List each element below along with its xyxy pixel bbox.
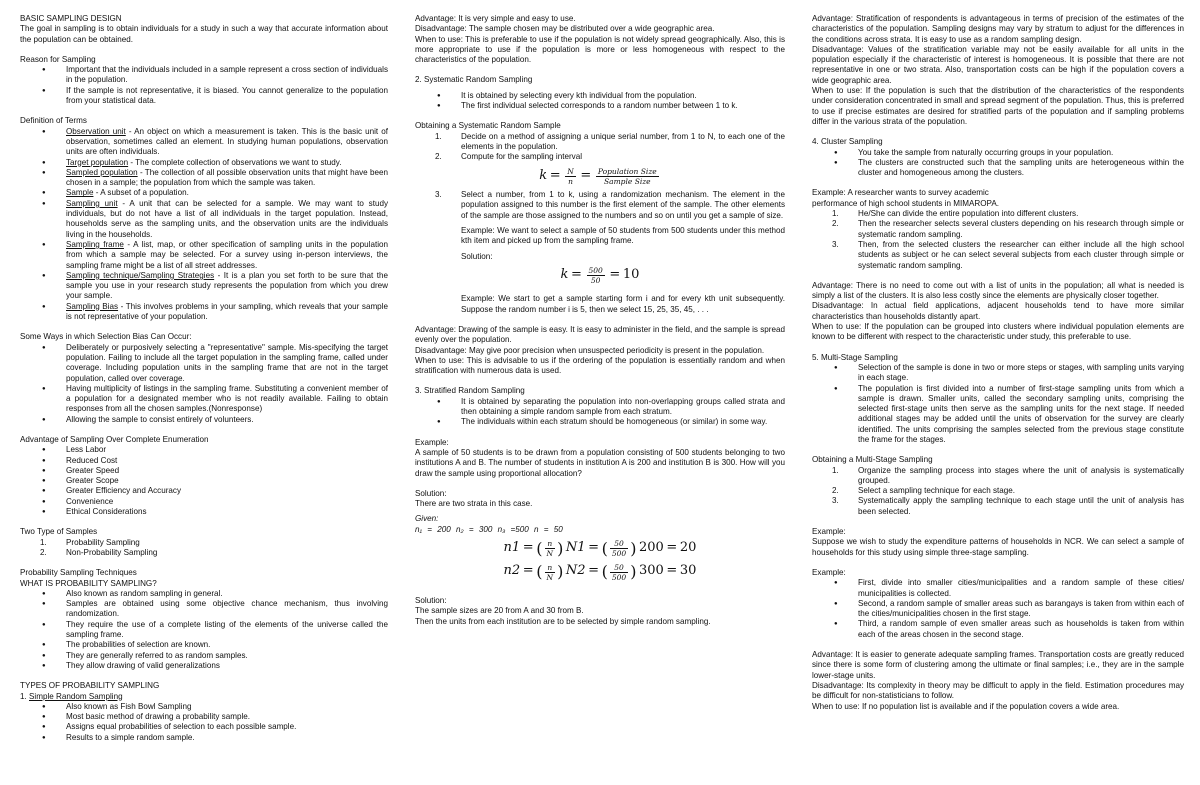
cluster-example-steps (812, 209, 1184, 271)
list-item: ● The individuals within each stratum should be homogeneous (or similar) in some way. (415, 417, 785, 427)
solution-label: Solution: (415, 488, 447, 498)
multistage-example-list (812, 578, 1184, 640)
allocation-formula-2: n2 = ( $\frac{n}{N}$ ) N2 = ( $\frac{50}{500}$ ) 300 = 30 (503, 562, 697, 582)
systematic-example-2: Example: We start to get a sample starting form i and for every kth unit subsequently. Suppose the random number i is 5, then we select 15, 25, 35, 45, . . . (461, 294, 785, 314)
term-definition: - A subset of a population. (93, 188, 189, 198)
probability-list (20, 589, 388, 671)
list-item: 3. Then, from the selected clusters the researcher can either include all the high school students as subject or he can select several subjects from each cluster through simple or systematic random sampling. (832, 239, 1184, 270)
example-label: Example: (812, 567, 846, 577)
list-item: ● Greater Speed (20, 466, 388, 476)
list-item: ● Less Labor (20, 445, 388, 455)
multistage-steps (812, 466, 1184, 517)
term: Sampled population (66, 167, 138, 177)
solution-text: There are two strata in this case. (415, 499, 533, 509)
list-item: ● Allowing the sample to consist entirely of volunteers. (20, 415, 388, 425)
doc-title: BASIC SAMPLING DESIGN (20, 14, 122, 23)
obtaining-multistage-heading: Obtaining a Multi-Stage Sampling (812, 455, 933, 465)
reason-heading: Reason for Sampling (20, 54, 96, 64)
stratified-list (415, 397, 785, 428)
interval-computation: k = $\frac{500}{50}$ = 10 (560, 266, 640, 286)
bias-heading: Some Ways in which Selection Bias Can Occur: (20, 332, 192, 342)
term-definition: - The complete collection of observations we want to study. (128, 157, 342, 167)
example-label: Example: (415, 437, 449, 447)
list-item: 1. Probability Sampling (40, 537, 140, 547)
list-item: ● The population is first divided into a number of first-stage sampling units from which a sample is drawn. Smaller units, called the secondary sampling units, comprising the selected first-stage units then serve as the sampling units for the next stage. If needed additional stages may be added until the units of observation for the survey are clearly identified. The units comprising the samples selected from the previous stage constitute the frame for the stages. (812, 384, 1184, 446)
column-3 (812, 14, 1184, 712)
list-item: ● Also known as random sampling in general. (20, 589, 388, 599)
solution-label: Solution: (415, 595, 447, 605)
list-item: ● They are generally referred to as random samples. (20, 651, 388, 661)
term-definition: - A list, map, or other specification of sampling units in the population from which a sample may be selected. For a survey using in-person interviews, the sampling frame might be a list of all street addresses. (66, 239, 388, 270)
list-item: ● Most basic method of drawing a probability sample. (20, 712, 388, 722)
sample-types-list (20, 538, 388, 559)
multistage-advantage: Advantage: It is easier to generate adequate sampling frames. Transportation costs are greatly reduced since there is some form of clustering among the ultimate or final samples; i.e., they are in the sample lower-stage units. (812, 650, 1184, 680)
list-item: ● If the sample is not representative, it is biased. You cannot generalize to the population from your statistical data. (20, 86, 388, 107)
cluster-disadvantage: Disadvantage: In actual field applications, adjacent households tend to have more similar characteristics than households distantly apart. (812, 301, 1184, 321)
systematic-advantage: Advantage: Drawing of the sample is easy. It is easy to administer in the field, and the sample is spread evenly over the population. (415, 324, 785, 345)
list-item: ● The first individual selected corresponds to a random number between 1 to k. (415, 101, 785, 111)
multistage-example: Suppose we wish to study the expenditure patterns of households in NCR. We can select a sample of households for this study using simple three-stage sampling. (812, 537, 1184, 557)
multistage-list (812, 363, 1184, 445)
list-item: 3. Select a number, from 1 to k, using a randomization mechanism. The element in the population assigned to this number is the first element of the sample. The other elements of the sample are those assigned to the numbers and so on until you get a sample of size. (435, 190, 785, 220)
systematic-steps (415, 132, 785, 163)
cluster-list (812, 148, 1184, 179)
list-item: ● Convenience (20, 497, 388, 507)
advantages-heading: Advantage of Sampling Over Complete Enumeration (20, 434, 209, 444)
srs-when-to-use: When to use: This is preferable to use if the population is not widely spread geographically. Also, this is more appropriate to use if the population is more or less homogeneous with respect to the characteristics of the population. (415, 34, 785, 65)
list-item: ● Results to a simple random sample. (20, 733, 388, 743)
stratified-heading: 3. Stratified Random Sampling (415, 386, 525, 396)
terms-list (20, 127, 388, 323)
list-item: ● The probabilities of selection are known. (20, 640, 388, 650)
list-item (20, 158, 388, 168)
srs-list (20, 702, 388, 743)
multistage-when-to-use: When to use: If no population list is available and if the population covers a wide area. (812, 701, 1120, 711)
list-item: ● Also known as Fish Bowl Sampling (20, 702, 388, 712)
bias-list (20, 343, 388, 425)
srs-advantage: Advantage: It is very simple and easy to use. (415, 14, 576, 23)
list-item: 2. Non-Probability Sampling (40, 547, 158, 557)
list-item: ● Important that the individuals included in a sample represent a cross section of individuals in the population. (20, 65, 388, 86)
list-item: ● Samples are obtained using some objective chance mechanism, thus involving randomization. (20, 599, 388, 620)
list-item: ● The clusters are constructed such that the sampling units are heterogeneous within the cluster and homogeneous among the clusters. (812, 158, 1184, 179)
list-item (20, 240, 388, 271)
types-probability-heading: TYPES OF PROBABILITY SAMPLING (20, 681, 160, 691)
list-item: ● You take the sample from naturally occurring groups in your population. (812, 148, 1184, 158)
list-item (20, 188, 388, 198)
term: Target population (66, 157, 129, 167)
cluster-when-to-use: When to use: If the population can be grouped into clusters where individual population elements are known to be different with respect to the characteristic under study, this preferable to use. (812, 322, 1184, 342)
probability-question: WHAT IS PROBABILITY SAMPLING? (20, 578, 157, 588)
list-item: 3. Systematically apply the sampling technique to each stage until the unit of analysis has been selected. (832, 496, 1184, 516)
solution-label: Solution: (461, 251, 493, 261)
multistage-disadvantage: Disadvantage: Its complexity in theory may be difficult to apply in the field. Estimation procedures may be difficult for non-statisticians to follow. (812, 680, 1184, 701)
solution-text: The sample sizes are 20 from A and 30 from B. (415, 606, 584, 616)
reason-list (20, 65, 388, 106)
term: Sampling frame (66, 239, 124, 249)
cluster-advantage: Advantage: There is no need to come out with a list of units in the population; all what is needed is simply a list of the clusters. It is also less costly since the elements are physically closer together. (812, 280, 1184, 301)
systematic-disadvantage: Disadvantage: May give poor precision when unsuspected periodicity is present in the population. (415, 345, 765, 355)
cluster-example: Example: A researcher wants to survey academic (812, 188, 989, 198)
list-item (20, 271, 388, 302)
srs-disadvantage: Disadvantage: The sample chosen may be distributed over a wide geographic area. (415, 24, 715, 34)
list-item (20, 302, 388, 323)
list-item: ● Second, a random sample of smaller areas such as barangays is taken from within each of the cities/municipalities chosen in the first stage. (812, 599, 1184, 620)
srs-heading: 1. Simple Random Sampling (20, 691, 123, 701)
list-item: ● Deliberately or purposively selecting a "representative" sample. Mis-specifying the target population. Failing to include all the target population in the sampling frame, called under coverage. Including population units in the sampling frame that are not in the target population, called over coverage. (20, 343, 388, 384)
cluster-heading: 4. Cluster Sampling (812, 137, 883, 147)
solution-text: Then the units from each institution are to be selected by simple random sampling. (415, 616, 711, 626)
list-item: ● Third, a random sample of even smaller areas such as households is taken from within each of the areas chosen in the second stage. (812, 619, 1184, 640)
term: Sampling Bias (66, 301, 119, 311)
column-2 (415, 14, 785, 627)
list-item: 2. Compute for the sampling interval (435, 152, 583, 162)
list-item (20, 168, 388, 189)
sample-types-heading: Two Type of Samples (20, 527, 98, 537)
example-label: Example: (812, 527, 846, 537)
goal-text: The goal in sampling is to obtain individuals for a study in such a way that accurate information about the population can be obtained. (20, 24, 388, 44)
probability-heading: Probability Sampling Techniques (20, 568, 137, 578)
list-item: ● Having multiplicity of listings in the sampling frame. Substituting a convenient member of a population for a designated member who is not readily available. Failing to obtain responses from all the chosen samples.(Nonresponse) (20, 384, 388, 415)
stratified-advantage: Advantage: Stratification of respondents is advantageous in terms of precision of the estimates of the characteristics of the population. Sampling designs may vary by stratum to adjust for the differences in the conditions across strata. It is easy to use as a random sampling design. (812, 14, 1184, 44)
stratified-when-to-use: When to use: If the population is such that the distribution of the characteristics of the respondents under consideration concentrated in small and spread segment of the population. Thus, this is preferred to use if precise estimates are desired for stratified parts of the population and if sampling problems differ in the various strata of the population. (812, 86, 1184, 126)
list-item: ● Greater Efficiency and Accuracy (20, 486, 388, 496)
list-item: ● They require the use of a complete listing of the elements of the universe called the sampling frame. (20, 620, 388, 641)
list-item: ● Greater Scope (20, 476, 388, 486)
column-1 (20, 14, 388, 743)
list-item: ● Selection of the sample is done in two or more steps or stages, with sampling units varying in each stage. (812, 363, 1184, 384)
list-item: ● Reduced Cost (20, 456, 388, 466)
list-item: ● It is obtained by selecting every kth individual from the population. (415, 91, 785, 101)
list-item: 2. Then the researcher selects several clusters depending on his research through simple or systematic random sampling. (832, 219, 1184, 239)
stratified-example: A sample of 50 students is to be drawn from a population consisting of 500 students belonging to two institutions A and B. The number of students in institution A is 200 and institution B is 300. How will you draw the sample using proportional allocation? (415, 447, 785, 478)
sampling-interval-formula: k = $\frac{N}{n}$ = $\frac{\text{Population Size}}{\text{Sample Size}}$ (539, 167, 657, 187)
list-item (20, 199, 388, 240)
list-item: ● Ethical Considerations (20, 507, 388, 517)
given-values: n₁ = 200 n₂ = 300 n₃ =500 n = 50 (415, 524, 563, 534)
term-definition: - An object on which a measurement is taken. This is the basic unit of observation, sometimes called an element. In studying human populations, observation units are often individuals. (66, 126, 388, 157)
term: Observation unit (66, 126, 126, 136)
systematic-list (415, 91, 785, 112)
given-label: Given: (415, 514, 439, 524)
systematic-step-3 (415, 190, 785, 221)
term-definition: - It is a plan you set forth to be sure that the sample you use in your research study represents the population from which you drew your sample. (66, 270, 388, 301)
list-item: ● Assigns equal probabilities of selection to each possible sample. (20, 722, 388, 732)
systematic-heading: 2. Systematic Random Sampling (415, 75, 533, 85)
stratified-disadvantage: Disadvantage: Values of the stratification variable may not be easily available for all units in the population especially if the characteristic of interest is homogeneous. It is possible that there are not representative in one or two strata. Also, transportation costs can be high if the population covers a wide geographic area. (812, 44, 1184, 85)
term-definition: - The collection of all possible observation units that might have been chosen in a sample; the population from which the sample was taken. (66, 167, 388, 188)
term: Sampling technique/Sampling Strategies (66, 270, 215, 280)
systematic-when-to-use: When to use: This is advisable to us if the ordering of the population is essentially random and when stratification with numerous data is used. (415, 355, 785, 376)
term-definition: - A unit that can be selected for a sample. We may want to study individuals, but do not have a list of all individuals in the target population. Instead, households serve as the sampling units, and the observation units are the individuals living in the households. (66, 198, 388, 239)
systematic-example: Example: We want to select a sample of 50 students from 500 students under this method kth item and picked up from the sampling frame. (461, 225, 785, 246)
list-item (20, 127, 388, 158)
list-item: ● It is obtained by separating the population into non-overlapping groups called strata and then obtaining a simple random sample from each stratum. (415, 397, 785, 418)
list-item: 1. He/She can divide the entire population into different clusters. (832, 209, 1079, 219)
term: Sampling unit (66, 198, 118, 208)
term-definition: - This involves problems in your sampling, which reveals that your sample is not representative of your population. (66, 301, 388, 322)
allocation-formula-1: n1 = ( $\frac{n}{N}$ ) N1 = ( $\frac{50}{500}$ ) 200 = 20 (503, 538, 697, 559)
list-item: ● First, divide into smaller cities/municipalities and a random sample of these cities/ municipalities is collected. (812, 578, 1184, 599)
list-item: 1. Organize the sampling process into stages where the unit of analysis is systematically grouped. (832, 465, 1184, 485)
advantages-list (20, 445, 388, 517)
cluster-example: performance of high school students in MIMAROPA. (812, 198, 999, 208)
list-item: 2. Select a sampling technique for each stage. (832, 486, 1016, 496)
multistage-heading: 5. Multi-Stage Sampling (812, 352, 898, 362)
terms-heading: Definition of Terms (20, 116, 87, 126)
list-item: 1. Decide on a method of assigning a unique serial number, from 1 to N, to each one of the elements in the population. (435, 131, 785, 151)
list-item: ● They allow drawing of valid generalizations (20, 661, 388, 671)
obtaining-systematic-heading: Obtaining a Systematic Random Sample (415, 121, 561, 131)
term: Sample (66, 188, 94, 198)
